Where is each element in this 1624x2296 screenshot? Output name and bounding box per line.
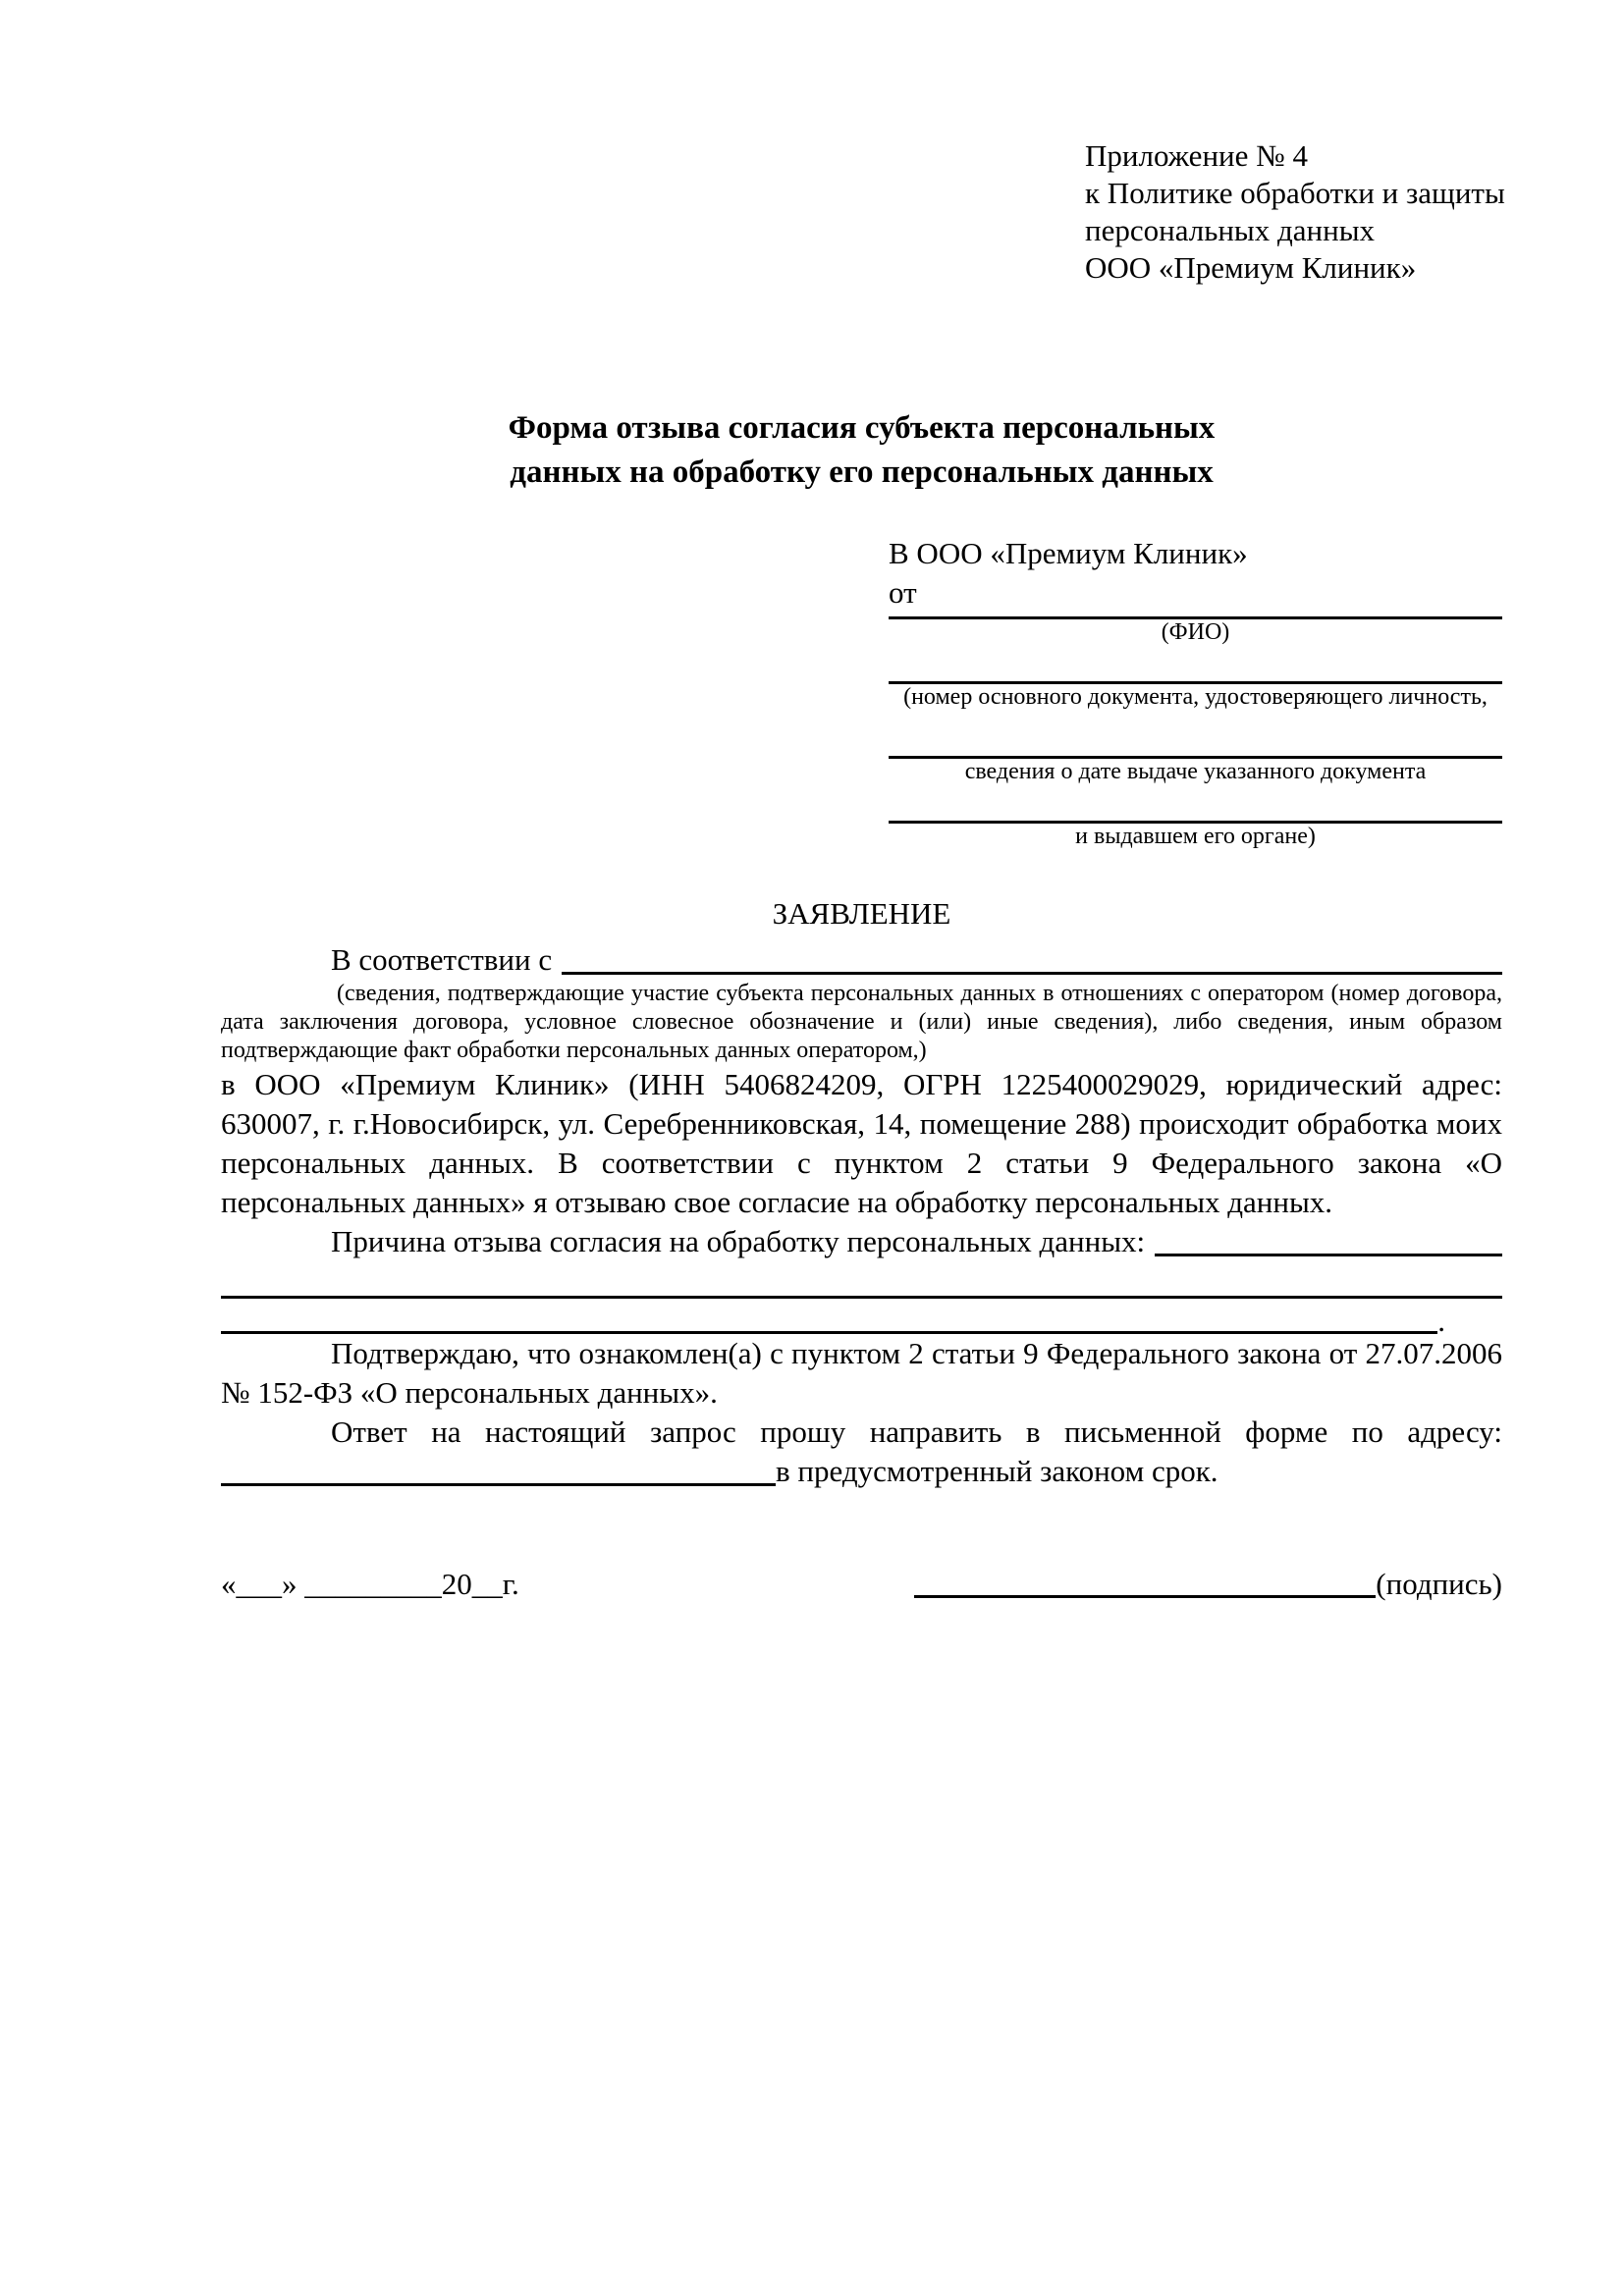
paragraph-indent <box>221 940 331 980</box>
addressee-to: В ООО «Премиум Клиник» <box>889 536 1248 570</box>
statement-heading: ЗАЯВЛЕНИЕ <box>772 896 951 931</box>
fio-fill-line[interactable] <box>889 613 1502 619</box>
issue-date-caption: сведения о дате выдаче указанного документа <box>964 759 1427 784</box>
signature-fill-line[interactable] <box>914 1565 1376 1598</box>
reason-label: Причина отзыва согласия на обработку персональных данных: <box>331 1224 1146 1258</box>
accordance-fill-line[interactable] <box>562 940 1502 975</box>
signature-area <box>914 1565 1502 1604</box>
footnote-text: (сведения, подтверждающие участие субъекта персональных данных в отношениях с оператором (номер договора, дата заключения договора, условное словесное обозначение и (или) иные сведения), либо сведения, иным образом подтверждающие факт обработки персональных данных оператором,) <box>221 981 1502 1063</box>
statement-body: в ООО «Премиум Клиник» (ИНН 5406824209, ОГРН 1225400029029, юридический адрес: 630007, г. г.Новосибирск, ул. Серебренниковская, 14, помещение 288) происходит обработка моих персональных данных. В соответствии с пунктом 2 статьи 9 Федерального закона «О персональных данных» я отзываю свое согласие на обработку персональных данных. <box>221 1067 1502 1219</box>
reason-row <box>221 1222 1502 1261</box>
date-blank-text[interactable]: «___» _________20__г. <box>221 1567 519 1601</box>
document-number-caption: (номер основного документа, удостоверяющего личность, <box>903 684 1488 710</box>
reply-request-paragraph: Ответ на настоящий запрос прошу направить в письменной форме по адресу: <box>331 1415 1502 1449</box>
appendix-line-4: ООО «Премиум Клиник» <box>1085 250 1417 285</box>
signature-caption: (подпись) <box>1376 1567 1502 1601</box>
appendix-line-2: к Политике обработки и защиты <box>1085 176 1505 210</box>
sentence-terminator: . <box>1437 1304 1445 1338</box>
addressee-block <box>889 534 1502 850</box>
reason-fill-line-3[interactable] <box>221 1299 1437 1334</box>
address-fill-line[interactable] <box>221 1452 776 1486</box>
reason-blank-row-2 <box>221 1299 1502 1338</box>
issuing-authority-fill-line[interactable] <box>889 817 1502 824</box>
reason-blank-row-1 <box>221 1261 1502 1299</box>
confirmation-paragraph: Подтверждаю, что ознакомлен(а) с пунктом 2 статьи 9 Федерального закона от 27.07.2006 № 152-ФЗ «О персональных данных». <box>221 1336 1502 1410</box>
issue-date-fill-line[interactable] <box>889 752 1502 759</box>
reply-address-row <box>221 1452 1502 1491</box>
reason-fill-line[interactable] <box>1155 1222 1502 1256</box>
paragraph-indent <box>221 1222 331 1261</box>
appendix-line-3: персональных данных <box>1085 213 1376 247</box>
date-signature-row <box>221 1565 1502 1604</box>
accordance-row <box>221 940 1502 980</box>
issuing-authority-caption: и выдавшем его органе) <box>1075 824 1316 849</box>
accordance-label: В соответствии с <box>331 942 553 977</box>
document-number-fill-line[interactable] <box>889 677 1502 684</box>
reply-tail-text: в предусмотренный законом срок. <box>776 1454 1218 1488</box>
fio-caption: (ФИО) <box>1161 619 1230 645</box>
addressee-from-label: от <box>889 575 917 610</box>
appendix-line-1: Приложение № 4 <box>1085 138 1308 173</box>
document-title: Форма отзыва согласия субъекта персональных данных на обработку его персональных данных <box>508 410 1216 490</box>
appendix-header <box>1085 137 1505 287</box>
reason-fill-line-2[interactable] <box>221 1261 1502 1299</box>
